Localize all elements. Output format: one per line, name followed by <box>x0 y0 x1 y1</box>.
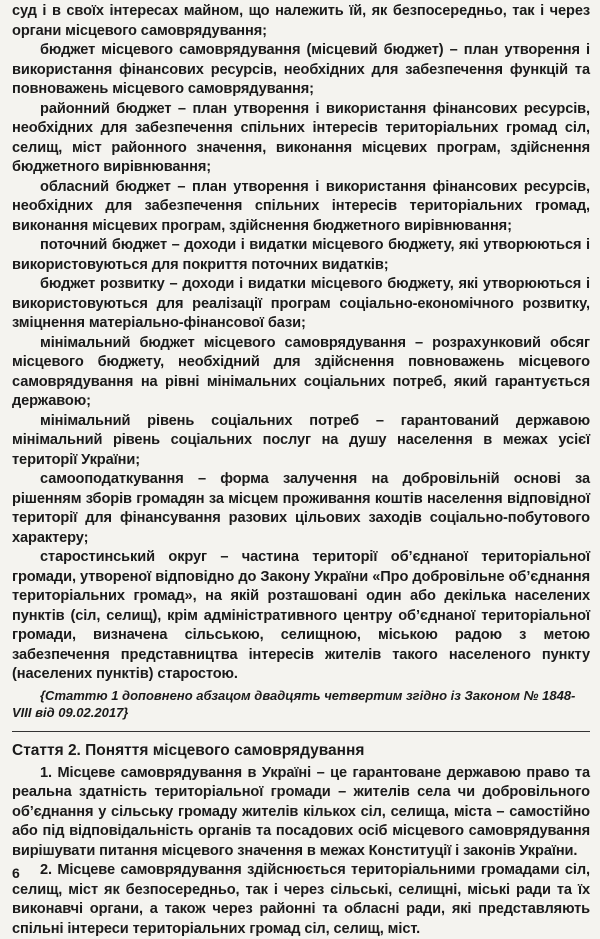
page-number: 6 <box>12 865 20 881</box>
definition-local-budget: бюджет місцевого самоврядування (місцевий бюджет) – план утворення і використання фінансових ресурсів, необхідних для забезпечення функцій та повноважень місцевого самоврядування; <box>12 42 590 97</box>
amendment-note: {Статтю 1 доповнено абзацом двадцять четвертим згідно із Законом № 1848-VIII від 09.02.2017} <box>12 687 576 720</box>
definition-development-budget: бюджет розвитку – доходи і видатки місцевого бюджету, які утворюються і використовуються для реалізації програм соціально-економічного розвитку, зміцнення матеріально-фінансової бази; <box>12 276 590 331</box>
definition-district-budget: районний бюджет – план утворення і використання фінансових ресурсів, необхідних для забезпечення спільних інтересів територіальних громад сіл, селищ, міст районного значення, виконання місцевих програм, здійснення бюджетного вирівнювання; <box>12 100 590 175</box>
article-paragraph-1: 1. Місцеве самоврядування в Україні – це гарантоване державою право та реальна здатність територіальної громади – жителів села чи добровільного об’єднання у сільську громаду жителів кількох сіл, селища, міста – самостійно або під відповідальність органів та посадових осіб місцевого самоврядування вирішувати питання місцевого значення в межах Конституції і законів України. <box>12 764 590 859</box>
article-paragraph-2: 2. Місцеве самоврядування здійснюється територіальними громадами сіл, селищ, міст як безпосередньо, так і через сільські, селищні, міські ради та їх виконавчі органи, а також через районні та обласні ради, які представляють спільні інтереси територіальних громад сіл, селищ, міст. <box>12 862 590 937</box>
article-heading: Стаття 2. Поняття місцевого самоврядування <box>12 741 365 759</box>
definition-starosta-district: старостинський округ – частина території об’єднаної територіальної громади, утвореної відповідно до Закону України «Про добровільне об’єднання територіальних громад», на якій розташовані один або декілька населених пунктів (сіл, селищ), крім адміністративного центру об’єднаної територіальної громади, визначена сільською, селищною, міською радою з метою забезпечення представництва інтересів жителів такого населеного пункту (населених пунктів) старостою. <box>12 549 590 682</box>
definition-current-budget: поточний бюджет – доходи і видатки місцевого бюджету, які утворюються і використовуються для покриття поточних видатків; <box>12 237 590 273</box>
paragraph-continuation: суд і в своїх інтересах майном, що належить їй, як безпосередньо, так і через органи місцевого самоврядування; <box>12 3 590 39</box>
definition-self-taxation: самооподаткування – форма залучення на добровільній основі за рішенням зборів громадян за місцем проживання коштів населення відповідної території для фінансування разових цільових заходів соціально-побутового характеру; <box>12 471 590 546</box>
definition-minimal-social-needs: мінімальний рівень соціальних потреб – гарантований державою мінімальний рівень соціальних послуг на душу населення в межах усієї території України; <box>12 412 590 468</box>
definition-minimal-budget: мінімальний бюджет місцевого самоврядування – розрахунковий обсяг місцевого бюджету, необхідний для здійснення повноважень місцевого самоврядування на рівні мінімальних соціальних потреб, який гарантується державою; <box>12 334 590 409</box>
definition-regional-budget: обласний бюджет – план утворення і використання фінансових ресурсів, необхідних для забезпечення спільних інтересів територіальних громад, виконання місцевих програм, здійснення бюджетного вирівнювання; <box>12 178 590 234</box>
divider <box>12 731 590 732</box>
